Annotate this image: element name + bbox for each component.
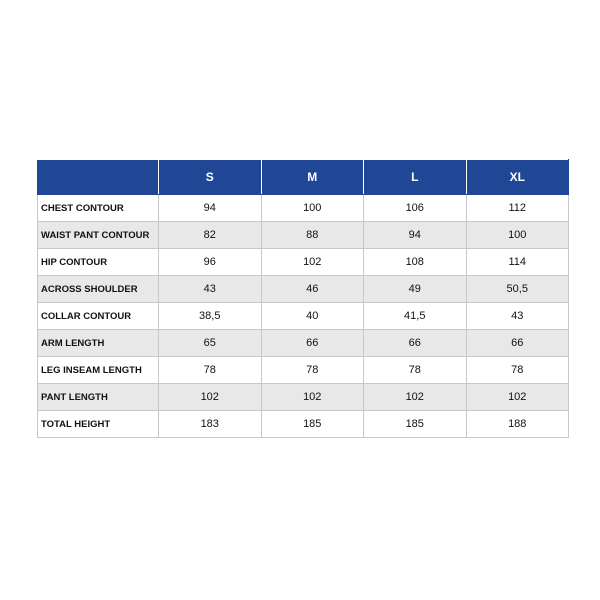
table-cell: 108: [364, 249, 467, 276]
table-row: [38, 222, 569, 249]
table-cell: 78: [159, 357, 262, 384]
row-label: PANT LENGTH: [38, 384, 159, 411]
table-row: [38, 357, 569, 384]
table-cell: 78: [466, 357, 569, 384]
table-cell: 49: [364, 276, 467, 303]
table-row: [38, 411, 569, 438]
table-row: [38, 384, 569, 411]
header-size-s: S: [159, 160, 262, 195]
row-label: COLLAR CONTOUR: [38, 303, 159, 330]
table-cell: 40: [261, 303, 364, 330]
table-cell: 96: [159, 249, 262, 276]
table-cell: 94: [364, 222, 467, 249]
table-cell: 43: [466, 303, 569, 330]
table-cell: 88: [261, 222, 364, 249]
table-cell: 100: [466, 222, 569, 249]
table-cell: 114: [466, 249, 569, 276]
header-corner-cell: [38, 160, 159, 195]
table-cell: 65: [159, 330, 262, 357]
row-label: CHEST CONTOUR: [38, 195, 159, 222]
table-cell: 50,5: [466, 276, 569, 303]
table-cell: 102: [261, 384, 364, 411]
table-cell: 78: [261, 357, 364, 384]
table-row: [38, 276, 569, 303]
table-cell: 66: [466, 330, 569, 357]
table-row: [38, 195, 569, 222]
row-label: TOTAL HEIGHT: [38, 411, 159, 438]
table-row: [38, 249, 569, 276]
table-row: [38, 303, 569, 330]
table-cell: 102: [364, 384, 467, 411]
table-cell: 41,5: [364, 303, 467, 330]
table-cell: 94: [159, 195, 262, 222]
table-cell: 102: [466, 384, 569, 411]
header-size-m: M: [261, 160, 364, 195]
table-cell: 78: [364, 357, 467, 384]
row-label: ACROSS SHOULDER: [38, 276, 159, 303]
size-chart-table: [37, 159, 569, 438]
header-size-xl: XL: [466, 160, 569, 195]
table-cell: 100: [261, 195, 364, 222]
row-label: WAIST PANT CONTOUR: [38, 222, 159, 249]
row-label: LEG INSEAM LENGTH: [38, 357, 159, 384]
table-cell: 112: [466, 195, 569, 222]
table-cell: 185: [364, 411, 467, 438]
table-cell: 102: [261, 249, 364, 276]
table-cell: 185: [261, 411, 364, 438]
table-cell: 38,5: [159, 303, 262, 330]
table-cell: 66: [261, 330, 364, 357]
header-row: [38, 160, 569, 195]
table-cell: 43: [159, 276, 262, 303]
table-cell: 66: [364, 330, 467, 357]
table-cell: 102: [159, 384, 262, 411]
table-cell: 106: [364, 195, 467, 222]
table-cell: 82: [159, 222, 262, 249]
table-cell: 183: [159, 411, 262, 438]
row-label: HIP CONTOUR: [38, 249, 159, 276]
table-row: [38, 330, 569, 357]
table-cell: 46: [261, 276, 364, 303]
table-cell: 188: [466, 411, 569, 438]
row-label: ARM LENGTH: [38, 330, 159, 357]
header-size-l: L: [364, 160, 467, 195]
